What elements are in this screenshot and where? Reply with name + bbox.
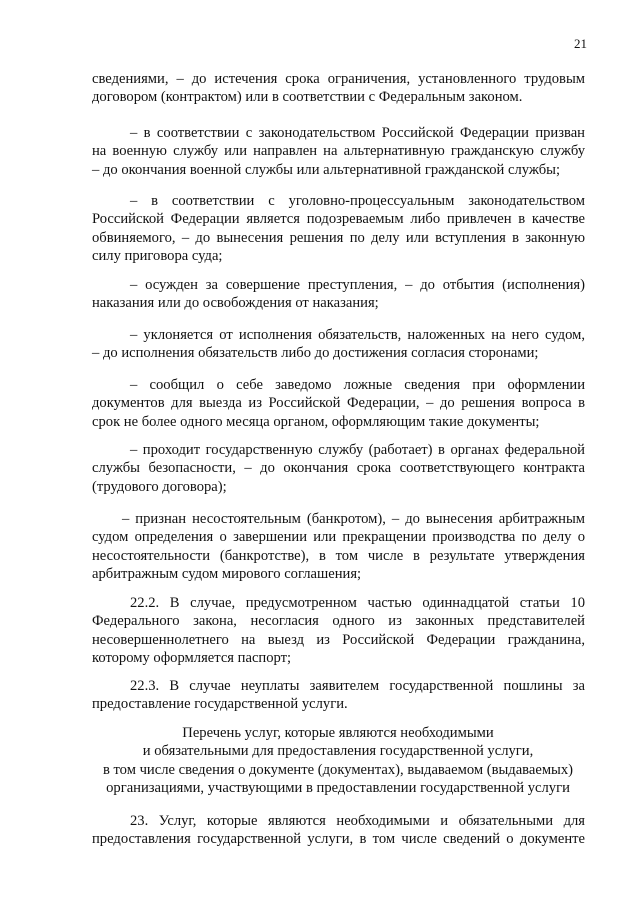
paragraph-bankruptcy: [92, 510, 585, 584]
paragraph-convicted: [92, 276, 585, 313]
paragraph-continuation: [92, 70, 585, 107]
section-heading: [88, 724, 588, 798]
text-line: судом определения о завершении или прекращении производства по делу о: [92, 529, 585, 546]
paragraph-security-service: [92, 441, 585, 496]
text-line: сведениями, – до истечения срока ограничения, установленного трудовым: [92, 71, 585, 87]
text-line: – сообщил о себе заведомо ложные сведения при оформлении: [130, 377, 585, 393]
text-line: Российской Федерации является подозреваемым либо привлечен в качестве: [92, 211, 585, 228]
paragraph-22-2: [92, 594, 585, 668]
text-line: 22.2. В случае, предусмотренном частью одиннадцатой статьи 10: [130, 595, 585, 611]
text-line: срок не более одного месяца органом, оформляющим такие документы;: [92, 413, 540, 430]
text-line: наказания или до освобождения от наказания;: [92, 295, 379, 312]
heading-line: организациями, участвующими в предоставлении государственной услуги: [106, 780, 570, 797]
text-line: несостоятельности (банкротстве), в том числе в результате утверждения: [92, 547, 585, 564]
text-line: службы безопасности, – до окончания срока соответствующего контракта: [92, 460, 585, 477]
heading-line: Перечень услуг, которые являются необходимыми: [182, 725, 494, 741]
paragraph-23: [92, 812, 585, 849]
text-line: – в соответствии с уголовно-процессуальным законодательством: [130, 193, 585, 209]
text-line: которому оформляется паспорт;: [92, 650, 292, 667]
text-line: – до окончания военной службы или альтернативной гражданской службы;: [92, 161, 561, 178]
heading-line: в том числе сведения о документе (документах), выдаваемом (выдаваемых): [102, 761, 574, 778]
paragraph-military-service: [92, 124, 585, 179]
text-line: – в соответствии с законодательством Российской Федерации призван: [130, 125, 585, 141]
text-line: (трудового договора);: [92, 478, 227, 495]
text-line: обвиняемого, – до вынесения решения по делу или вступления в законную: [92, 229, 585, 246]
text-line: – осужден за совершение преступления, – до отбытия (исполнения): [130, 277, 585, 293]
paragraph-court-obligations: [92, 326, 585, 363]
text-line: Федерального закона, несогласия одного из законных представителей: [92, 613, 585, 630]
paragraph-22-3: [92, 677, 585, 714]
text-line: 23. Услуг, которые являются необходимыми и обязательными для: [130, 813, 585, 829]
text-line: – проходит государственную службу (работает) в органах федеральной: [130, 442, 585, 458]
text-line: – уклоняется от исполнения обязательств, наложенных на него судом,: [130, 327, 585, 343]
text-line: 22.3. В случае неуплаты заявителем государственной пошлины за: [130, 678, 585, 694]
text-line: договором (контрактом) или в соответствии с Федеральным законом.: [92, 89, 523, 106]
heading-line: и обязательными для предоставления государственной услуги,: [142, 743, 534, 760]
text-line: силу приговора суда;: [92, 248, 223, 265]
paragraph-false-information: [92, 376, 585, 431]
text-line: – до исполнения обязательств либо до достижения согласия сторонами;: [92, 345, 539, 362]
text-line: на военную службу или направлен на альтернативную гражданскую службу: [92, 143, 585, 160]
page-number: 21: [574, 36, 587, 51]
text-line: предоставление государственной услуги.: [92, 696, 348, 713]
text-line: документов для выезда из Российской Федерации, – до решения вопроса в: [92, 395, 585, 412]
paragraph-criminal-procedure: [92, 192, 585, 266]
text-line: предоставления государственной услуги, в том числе сведений о документе: [92, 831, 585, 848]
text-line: – признан несостоятельным (банкротом), – до вынесения арбитражным: [122, 511, 585, 527]
text-line: арбитражным судом мирового соглашения;: [92, 566, 362, 583]
text-line: несовершеннолетнего на выезд из Российской Федерации гражданина,: [92, 631, 585, 648]
